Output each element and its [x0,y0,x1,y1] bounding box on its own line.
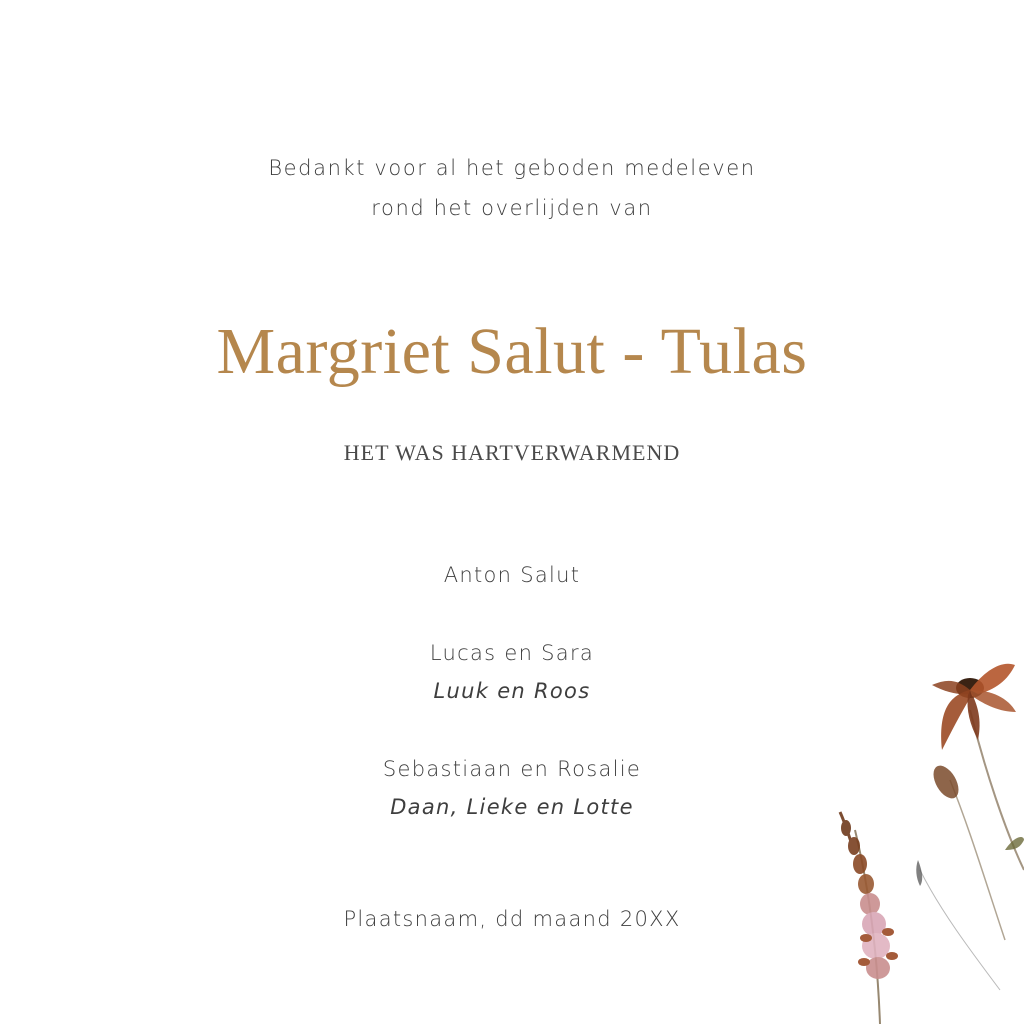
family-member-anton: Anton Salut [443,563,581,587]
intro-line-2: rond het overlijden van [371,196,653,220]
family-member-lucas-sara: Lucas en Sara [429,641,595,665]
deceased-name: Margriet Salut - Tulas [216,315,808,388]
grandchildren-daan-lieke-lotte: Daan, Lieke en Lotte [390,795,634,819]
grandchildren-luuk-roos: Luuk en Roos [433,679,591,703]
intro-line-1: Bedankt voor al het geboden medeleven [268,156,756,180]
tagline: HET WAS HARTVERWARMEND [343,440,681,465]
family-member-sebastiaan-rosalie: Sebastiaan en Rosalie [382,757,642,781]
place-and-date: Plaatsnaam, dd maand 20XX [343,907,681,931]
watercolor-wildflowers-icon [820,650,1024,1024]
